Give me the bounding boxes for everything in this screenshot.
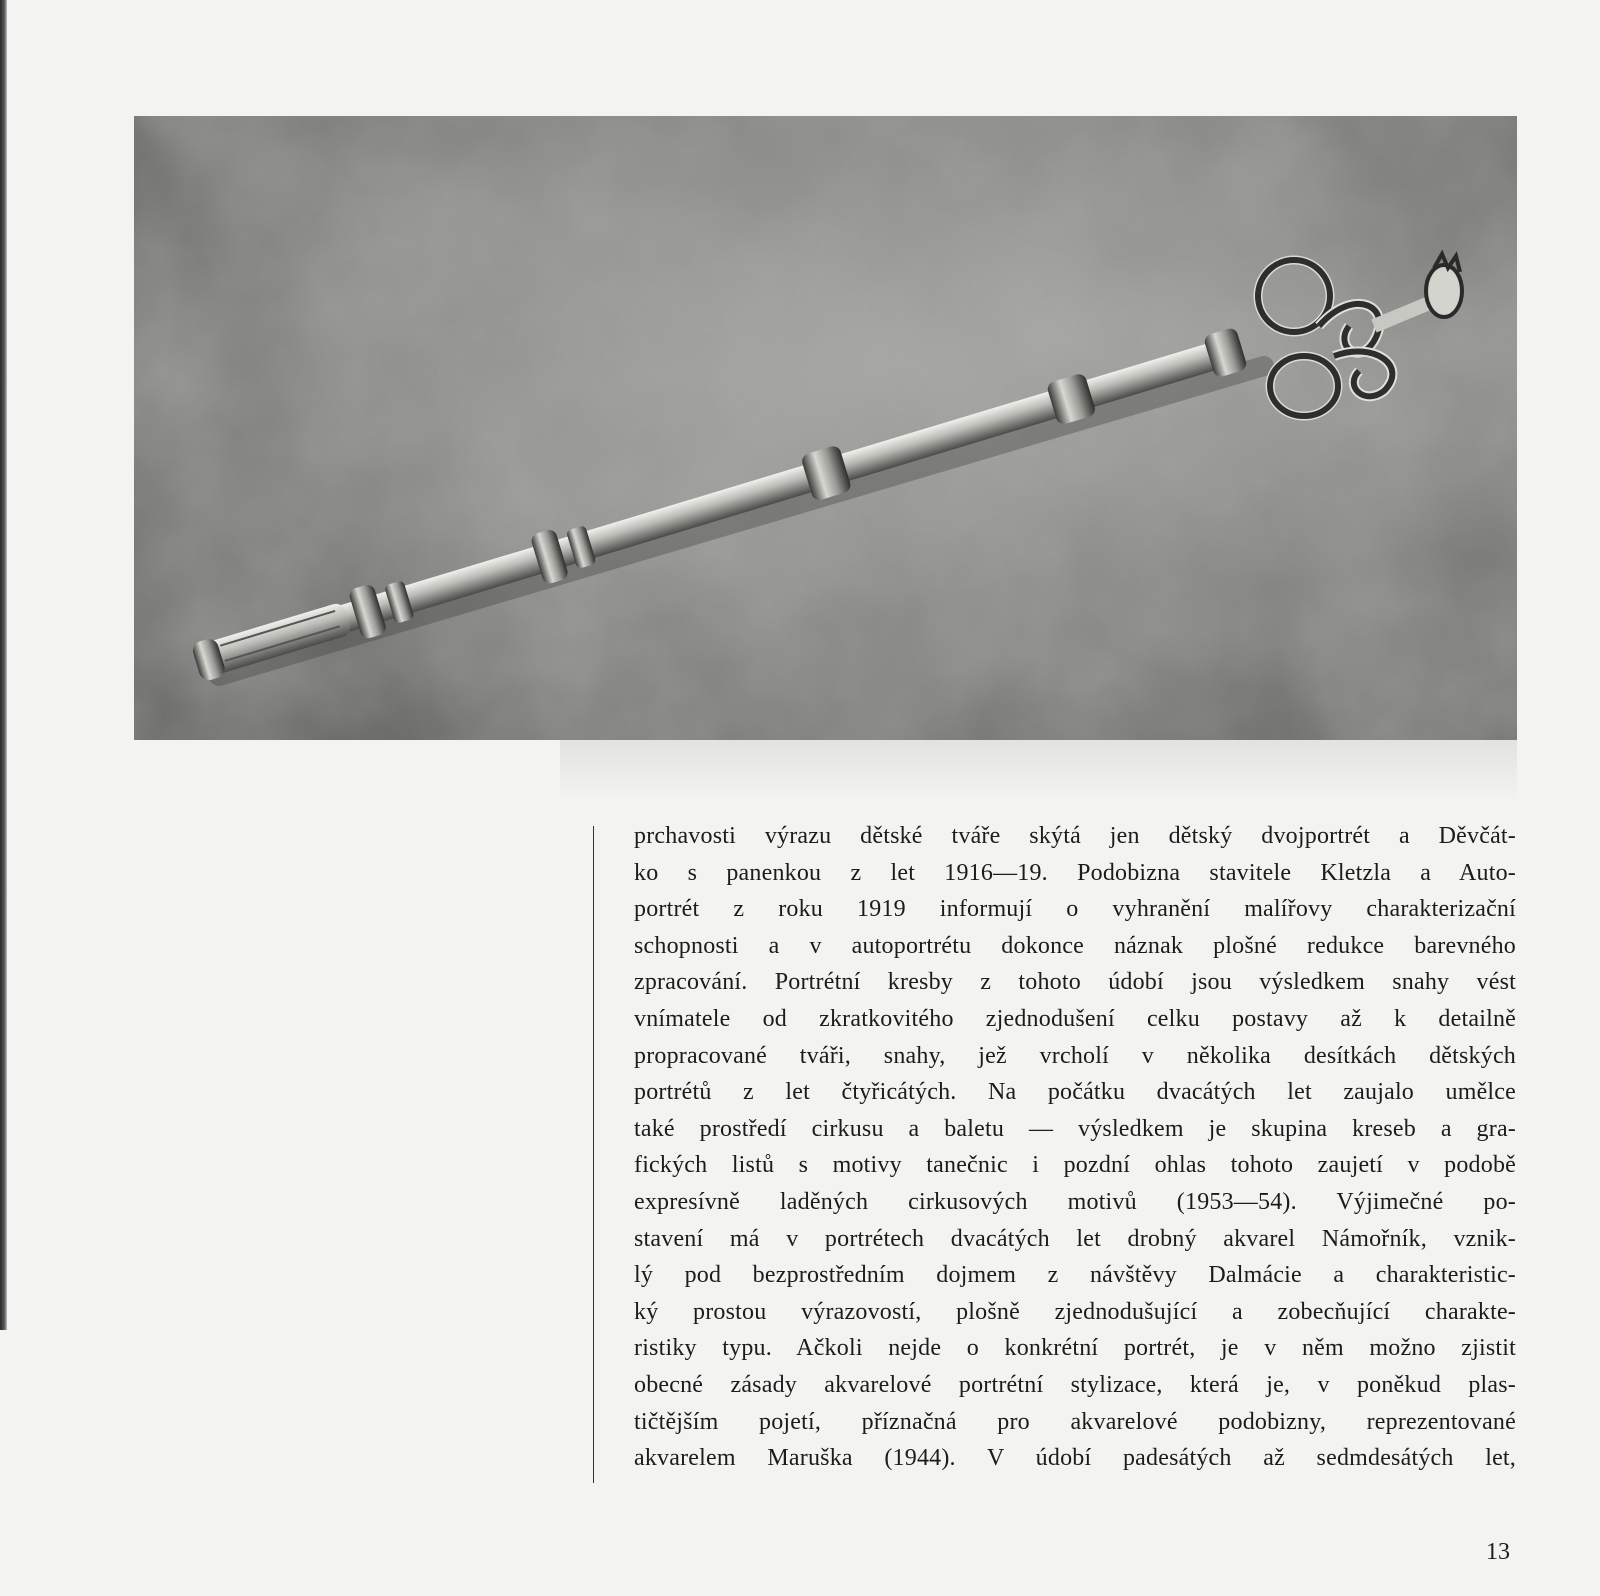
text-line: portrétů z let čtyřicátých. Na počátku dvacátých let zaujalo umělce — [634, 1079, 1516, 1106]
scepter-photograph — [134, 116, 1517, 740]
text-line: schopnosti a v autoportrétu dokonce náznak plošné redukce barevného — [634, 932, 1516, 959]
text-line: propracované tváři, snahy, jež vrcholí v několika desítkách dětských — [634, 1042, 1516, 1069]
text-line: prchavosti výrazu dětské tváře skýtá jen dětský dvojportrét a Děvčát- — [634, 823, 1516, 849]
page-number: 13 — [1486, 1539, 1510, 1565]
text-line: lý pod bezprostředním dojmem z návštěvy Dalmácie a charakteristic- — [634, 1262, 1516, 1289]
photo-bleed-shadow — [560, 740, 1517, 800]
scepter-illustration — [134, 116, 1517, 740]
page-edge-shadow — [0, 0, 7, 1330]
text-line: stavení má v portrétech dvacátých let drobný akvarel Námořník, vznik- — [634, 1225, 1516, 1252]
body-text — [634, 818, 1516, 1477]
text-line: akvarelem Maruška (1944). V údobí padesátých až sedmdesátých let, — [634, 1445, 1516, 1472]
text-line: vnímatele od zkratkovitého zjednodušení celku postavy až k detailně — [634, 1005, 1516, 1032]
text-line: tičtějším pojetí, příznačná pro akvarelové podobizny, reprezentované — [634, 1408, 1516, 1435]
text-line: expresívně laděných cirkusových motivů (1953—54). Výjimečné po- — [634, 1188, 1516, 1215]
text-line: ko s panenkou z let 1916—19. Podobizna stavitele Kletzla a Auto- — [634, 859, 1516, 886]
text-line: fických listů s motivy tanečnic i pozdní ohlas tohoto zaujetí v podobě — [634, 1152, 1516, 1179]
text-line: portrét z roku 1919 informují o vyhranění malířovy charakterizační — [634, 896, 1516, 923]
text-line: zpracování. Portrétní kresby z tohoto údobí jsou výsledkem snahy vést — [634, 969, 1516, 996]
text-line: také prostředí cirkusu a baletu — výsledkem je skupina kreseb a gra- — [634, 1115, 1516, 1142]
text-line: obecné zásady akvarelové portrétní stylizace, která je, v poněkud plas- — [634, 1371, 1516, 1398]
text-line: ristiky typu. Ačkoli nejde o konkrétní portrét, je v něm možno zjistit — [634, 1335, 1516, 1362]
text-line: ký prostou výrazovostí, plošně zjednodušující a zobecňující charakte- — [634, 1298, 1516, 1325]
margin-rule — [593, 826, 594, 1483]
